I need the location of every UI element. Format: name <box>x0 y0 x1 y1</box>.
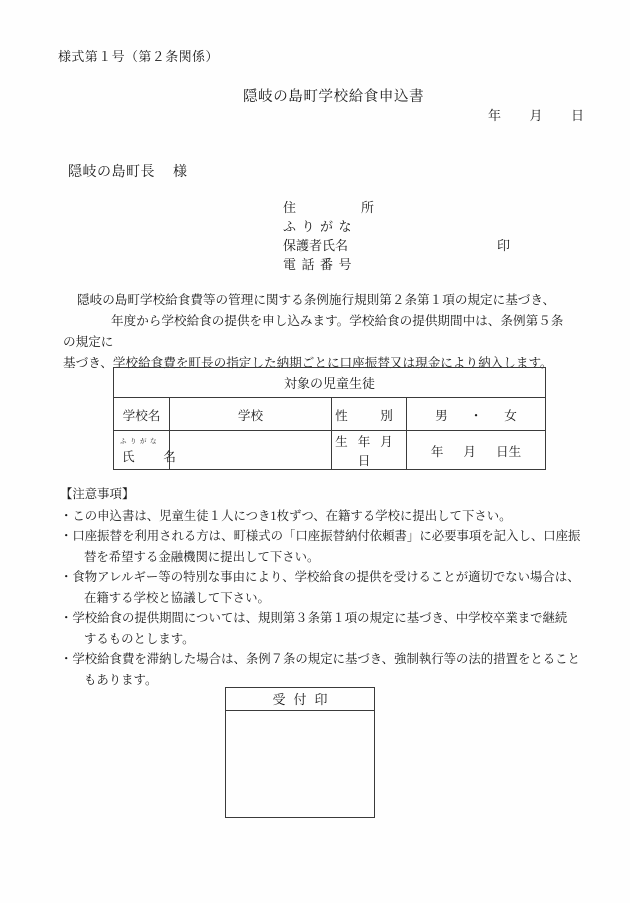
date-month-label: 月 <box>529 108 543 123</box>
receipt-stamp-box <box>225 687 375 818</box>
name-label: 氏 名 <box>122 449 184 464</box>
name-furigana-label: ふりがな <box>120 437 160 445</box>
addressee <box>68 161 188 181</box>
table-row <box>114 398 546 431</box>
phone-label: 電話番号 <box>283 257 358 272</box>
note-item-text: ・口座振替を利用される方は、町様式の「口座振替納付依頼書」に必要事項を記入し、口座振 <box>60 529 581 543</box>
birth-year-label: 年 <box>430 444 444 459</box>
note-item <box>60 649 590 690</box>
applicant-phone-row <box>283 255 387 274</box>
address-label: 住 所 <box>283 200 388 215</box>
student-name-value-cell[interactable] <box>170 431 332 470</box>
applicant-block <box>283 198 511 274</box>
student-name-label-inner <box>114 434 184 467</box>
table-row <box>114 431 546 470</box>
gender-label-cell: 性 別 <box>332 398 407 431</box>
note-item-text: ・学校給食費を滞納した場合は、条例７条の規定に基づき、強制執行等の法的措置をとること <box>60 652 580 666</box>
furigana-label: ふりがな <box>283 219 358 234</box>
note-item <box>60 526 590 567</box>
body-line-2: 年度から学校給食の提供を申し込みます。学校給食の提供期間中は、条例第５条の規定に <box>63 314 564 349</box>
addressee-name: 隠岐の島町長 <box>68 165 155 180</box>
receipt-stamp-area[interactable] <box>226 711 374 840</box>
gender-male-option[interactable]: 男 <box>435 408 448 423</box>
notes-title: 【注意事項】 <box>60 487 135 501</box>
table-header-row <box>114 368 546 398</box>
seal-mark: 印 <box>497 238 511 253</box>
note-item-continuation: もあります。 <box>84 672 158 687</box>
school-name-label-cell: 学校名 <box>114 398 170 431</box>
submission-date-line <box>488 105 584 124</box>
note-item-text: ・食物アレルギー等の特別な事由により、学校給食の提供を受けることが適切でない場合は、 <box>60 570 580 584</box>
note-item-continuation: 替を希望する金融機関に提出して下さい。 <box>84 549 320 564</box>
date-day-label: 日 <box>571 108 585 123</box>
note-item <box>60 608 590 649</box>
applicant-address-row <box>283 198 387 217</box>
applicant-furigana-row <box>283 217 387 236</box>
gender-female-option[interactable]: 女 <box>504 408 517 423</box>
body-line-3: 基づき、学校給食費を町長の指定した納期ごとに口座振替又は現金により納入します。 <box>63 356 553 370</box>
table-caption-cell: 対象の児童生徒 <box>114 368 546 398</box>
note-item-continuation: 在籍する学校と協議して下さい。 <box>84 590 270 605</box>
notes-section <box>60 484 590 690</box>
form-number: 様式第１号（第２条関係） <box>58 49 219 64</box>
date-year-label: 年 <box>488 108 502 123</box>
note-item-text: ・学校給食の提供期間については、規則第３条第１項の規定に基づき、中学校卒業まで継続 <box>60 611 568 625</box>
document-title: 隠岐の島町学校給食申込書 <box>243 89 425 105</box>
birth-month-label: 月 <box>463 444 476 459</box>
applicant-guardian-row <box>283 236 511 255</box>
receipt-stamp-title: 受付印 <box>226 688 374 711</box>
subject-student-table <box>113 367 546 470</box>
body-paragraph <box>63 290 571 374</box>
gender-value-cell[interactable] <box>407 398 546 431</box>
note-item-text: ・この申込書は、児童生徒１人につき1枚ずつ、在籍する学校に提出して下さい。 <box>60 508 512 523</box>
birthdate-label-cell: 生年月日 <box>332 431 407 470</box>
school-name-value-cell[interactable]: 学校 <box>170 398 332 431</box>
addressee-honorific: 様 <box>173 165 188 180</box>
birth-day-label: 日生 <box>496 444 522 459</box>
note-item-continuation: するものとします。 <box>84 631 195 646</box>
gender-separator: ・ <box>469 408 483 423</box>
body-line-1: 隠岐の島町学校給食費等の管理に関する条例施行規則第２条第１項の規定に基づき、 <box>77 293 556 307</box>
note-item <box>60 567 590 608</box>
birthdate-value-cell[interactable] <box>407 431 546 470</box>
guardian-name-label: 保護者氏名 <box>283 238 349 253</box>
student-name-label-cell <box>114 431 184 470</box>
note-item <box>60 506 590 527</box>
